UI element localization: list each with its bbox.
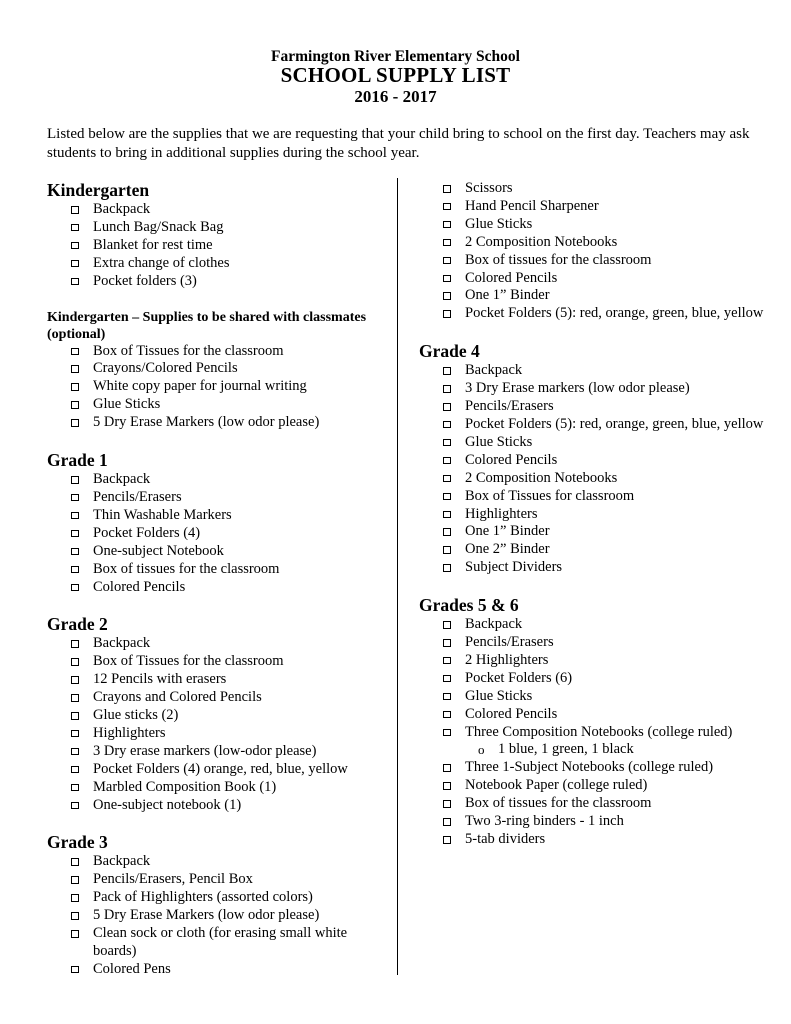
checkbox-icon [443, 693, 451, 701]
list-item: Glue Sticks [47, 396, 387, 414]
section-title: Grade 4 [419, 341, 480, 362]
checkbox-icon [71, 640, 79, 648]
list-item: Colored Pencils [419, 706, 769, 724]
list-item: One-subject notebook (1) [47, 797, 387, 815]
list-item: Pencils/Erasers [419, 398, 769, 416]
list-item: Scissors [419, 180, 769, 198]
checkbox-icon [71, 876, 79, 884]
list-item: 5 Dry Erase Markers (low odor please) [47, 907, 387, 925]
intro-paragraph: Listed below are the supplies that we are requesting that your child bring to school on the first day. Teachers may ask students to bring in additional supplies during the school year. [47, 126, 750, 161]
section-kindergarten-shared [47, 309, 387, 433]
list-item: Box of tissues for the classroom [419, 252, 769, 270]
supply-list [47, 201, 387, 291]
list-item: One 1” Binder [419, 523, 769, 541]
checkbox-icon [443, 729, 451, 737]
supply-list [419, 180, 769, 323]
checkbox-icon [443, 385, 451, 393]
list-item: Hand Pencil Sharpener [419, 198, 769, 216]
checkbox-icon [443, 403, 451, 411]
list-item: Box of Tissues for the classroom [47, 343, 387, 361]
checkbox-icon [443, 367, 451, 375]
list-item: 5 Dry Erase Markers (low odor please) [47, 414, 387, 432]
checkbox-icon [71, 476, 79, 484]
section-title: Grade 3 [47, 832, 108, 853]
list-item: Box of tissues for the classroom [47, 561, 387, 579]
checkbox-icon [71, 224, 79, 232]
list-item: Pocket folders (3) [47, 273, 387, 291]
list-item: 2 Highlighters [419, 652, 769, 670]
checkbox-icon [443, 564, 451, 572]
checkbox-icon [443, 203, 451, 211]
section-title: Kindergarten [47, 180, 150, 200]
list-item: Box of Tissues for classroom [419, 488, 769, 506]
school-year: 2016 - 2017 [354, 87, 437, 106]
list-item: Two 3-ring binders - 1 inch [419, 813, 769, 831]
checkbox-icon [443, 292, 451, 300]
checkbox-icon [443, 782, 451, 790]
list-item: Pocket Folders (4) orange, red, blue, yellow [47, 761, 387, 779]
checkbox-icon [71, 802, 79, 810]
checkbox-icon [443, 310, 451, 318]
checkbox-icon [71, 966, 79, 974]
checkbox-icon [71, 766, 79, 774]
supply-list [47, 635, 387, 814]
page-title: SCHOOL SUPPLY LIST [280, 63, 511, 87]
list-item: Pencils/Erasers [419, 634, 769, 652]
checkbox-icon [443, 457, 451, 465]
list-item: Notebook Paper (college ruled) [419, 777, 769, 795]
list-item: One-subject Notebook [47, 543, 387, 561]
list-item: Three 1-Subject Notebooks (college ruled) [419, 759, 769, 777]
checkbox-icon [71, 260, 79, 268]
supply-list [419, 616, 769, 849]
list-item: Glue Sticks [419, 688, 769, 706]
checkbox-icon [71, 584, 79, 592]
list-item: Marbled Composition Book (1) [47, 779, 387, 797]
list-item: Thin Washable Markers [47, 507, 387, 525]
list-item: White copy paper for journal writing [47, 378, 387, 396]
checkbox-icon [443, 657, 451, 665]
checkbox-icon [443, 800, 451, 808]
checkbox-icon [71, 494, 79, 502]
section-title: Grade 1 [47, 450, 108, 471]
checkbox-icon [71, 676, 79, 684]
list-item: Box of tissues for the classroom [419, 795, 769, 813]
checkbox-icon [71, 242, 79, 250]
list-item: Subject Dividers [419, 559, 769, 577]
list-item: One 1” Binder [419, 287, 769, 305]
checkbox-icon [71, 730, 79, 738]
section-grade-3 [47, 832, 387, 978]
checkbox-icon [443, 511, 451, 519]
list-item: Colored Pencils [419, 270, 769, 288]
list-item: 2 Composition Notebooks [419, 470, 769, 488]
list-item: 3 Dry Erase markers (low odor please) [419, 380, 769, 398]
list-item: Blanket for rest time [47, 237, 387, 255]
list-item: Extra change of clothes [47, 255, 387, 273]
checkbox-icon [443, 675, 451, 683]
list-item: Glue Sticks [419, 216, 769, 234]
list-item: Backpack [47, 635, 387, 653]
list-item: Crayons and Colored Pencils [47, 689, 387, 707]
supply-list [47, 471, 387, 596]
checkbox-icon [71, 348, 79, 356]
checkbox-icon [443, 528, 451, 536]
checkbox-icon [71, 548, 79, 556]
list-item: Clean sock or cloth (for erasing small white boards) [47, 925, 387, 961]
checkbox-icon [71, 694, 79, 702]
sub-list-item: o 1 blue, 1 green, 1 black [478, 741, 634, 758]
list-item: One 2” Binder [419, 541, 769, 559]
section-subtitle: Kindergarten – Supplies to be shared with classmates (optional) [47, 309, 367, 342]
supply-list [419, 362, 769, 577]
section-title: Grade 2 [47, 614, 108, 635]
list-item: Pencils/Erasers, Pencil Box [47, 871, 387, 889]
section-grade-4 [419, 341, 769, 577]
list-item: Pocket Folders (5): red, orange, green, blue, yellow [419, 305, 769, 323]
supply-list [47, 343, 387, 433]
checkbox-icon [71, 401, 79, 409]
checkbox-icon [443, 239, 451, 247]
checkbox-icon [443, 621, 451, 629]
checkbox-icon [71, 858, 79, 866]
list-item: Backpack [419, 362, 769, 380]
checkbox-icon [443, 764, 451, 772]
checkbox-icon [71, 658, 79, 666]
checkbox-icon [71, 206, 79, 214]
checkbox-icon [443, 275, 451, 283]
list-item: Lunch Bag/Snack Bag [47, 219, 387, 237]
list-item: Pencils/Erasers [47, 489, 387, 507]
list-item: Colored Pens [47, 961, 387, 979]
checkbox-icon [71, 712, 79, 720]
list-item: Colored Pencils [47, 579, 387, 597]
list-item: Glue Sticks [419, 434, 769, 452]
checkbox-icon [443, 818, 451, 826]
checkbox-icon [443, 439, 451, 447]
list-item: Highlighters [419, 506, 769, 524]
checkbox-icon [71, 512, 79, 520]
right-column [419, 180, 769, 849]
list-item: Backpack [47, 201, 387, 219]
list-item: Backpack [47, 853, 387, 871]
checkbox-icon [71, 278, 79, 286]
list-item: 12 Pencils with erasers [47, 671, 387, 689]
left-column [47, 180, 387, 979]
checkbox-icon [71, 566, 79, 574]
section-grade-1 [47, 450, 387, 596]
checkbox-icon [71, 365, 79, 373]
list-item: Pocket Folders (4) [47, 525, 387, 543]
list-item: Highlighters [47, 725, 387, 743]
list-item: Pack of Highlighters (assorted colors) [47, 889, 387, 907]
checkbox-icon [71, 784, 79, 792]
list-item: Crayons/Colored Pencils [47, 360, 387, 378]
checkbox-icon [443, 546, 451, 554]
list-item: Backpack [419, 616, 769, 634]
checkbox-icon [443, 185, 451, 193]
checkbox-icon [71, 748, 79, 756]
checkbox-icon [443, 475, 451, 483]
list-item: 2 Composition Notebooks [419, 234, 769, 252]
section-grade-3-continued [419, 180, 769, 323]
checkbox-icon [443, 836, 451, 844]
checkbox-icon [443, 421, 451, 429]
section-title: Grades 5 & 6 [419, 595, 519, 616]
section-grade-2 [47, 614, 387, 814]
checkbox-icon [443, 257, 451, 265]
list-item: Colored Pencils [419, 452, 769, 470]
section-kindergarten [47, 180, 387, 291]
checkbox-icon [443, 711, 451, 719]
column-divider [397, 178, 398, 975]
supply-list [47, 853, 387, 978]
list-item: Backpack [47, 471, 387, 489]
list-item: Pocket Folders (5): red, orange, green, blue, yellow [419, 416, 769, 434]
list-item: Pocket Folders (6) [419, 670, 769, 688]
checkbox-icon [71, 930, 79, 938]
checkbox-icon [443, 221, 451, 229]
checkbox-icon [443, 639, 451, 647]
section-grades-5-6 [419, 595, 769, 849]
checkbox-icon [71, 530, 79, 538]
school-name: Farmington River Elementary School [271, 48, 520, 65]
circle-bullet-icon: o [478, 742, 485, 758]
checkbox-icon [71, 894, 79, 902]
list-item: 5-tab dividers [419, 831, 769, 849]
checkbox-icon [71, 912, 79, 920]
list-item: Box of Tissues for the classroom [47, 653, 387, 671]
checkbox-icon [71, 383, 79, 391]
list-item: 3 Dry erase markers (low-odor please) [47, 743, 387, 761]
list-item: Glue sticks (2) [47, 707, 387, 725]
checkbox-icon [443, 493, 451, 501]
checkbox-icon [71, 419, 79, 427]
list-item: Three Composition Notebooks (college ruled) [419, 724, 769, 742]
